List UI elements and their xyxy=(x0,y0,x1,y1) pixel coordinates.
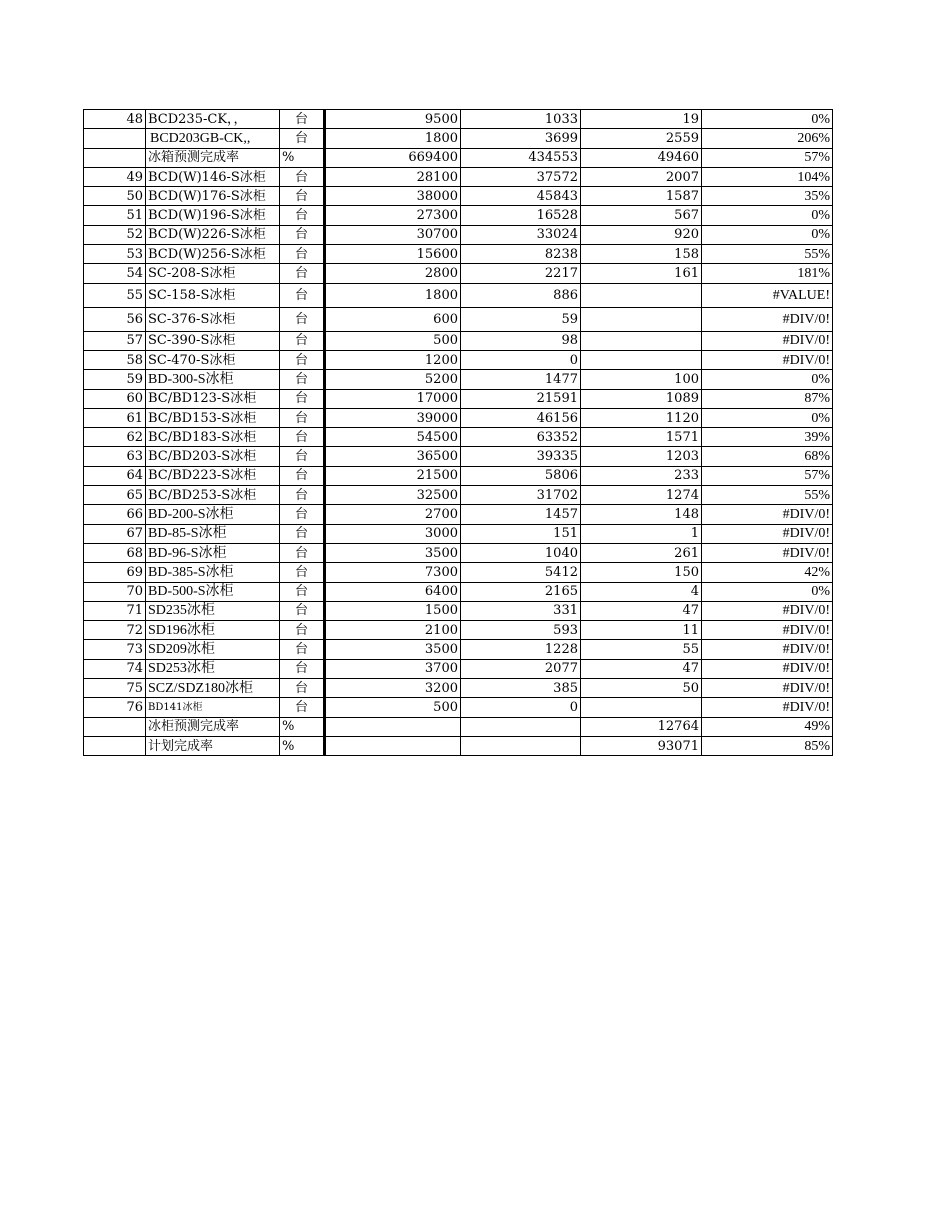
unit-cell: % xyxy=(280,717,325,736)
forecast-quantity-cell: 37572 xyxy=(461,167,581,186)
unit-cell: 台 xyxy=(280,167,325,186)
completion-rate-cell: 42% xyxy=(702,563,833,582)
forecast-quantity-cell: 21591 xyxy=(461,389,581,408)
forecast-quantity-cell: 46156 xyxy=(461,408,581,427)
plan-quantity-cell: 3200 xyxy=(325,679,461,698)
row-number-cell: 72 xyxy=(84,621,146,640)
table-row xyxy=(84,698,833,717)
actual-quantity-cell: 161 xyxy=(581,264,702,283)
row-number-cell: 63 xyxy=(84,447,146,466)
row-number-cell: 76 xyxy=(84,698,146,717)
row-number-cell: 56 xyxy=(84,307,146,331)
table-row xyxy=(84,264,833,283)
unit-cell: 台 xyxy=(280,187,325,206)
row-number-cell: 60 xyxy=(84,389,146,408)
unit-cell: 台 xyxy=(280,225,325,244)
model-name-cell: SC-390-S冰柜 xyxy=(146,331,280,350)
completion-rate-cell: 0% xyxy=(702,370,833,389)
table-row xyxy=(84,717,833,736)
table-row xyxy=(84,543,833,562)
table-row xyxy=(84,283,833,307)
forecast-quantity-cell: 434553 xyxy=(461,148,581,167)
completion-rate-cell: 49% xyxy=(702,717,833,736)
model-name-cell: SD196冰柜 xyxy=(146,621,280,640)
model-name-cell: BC/BD123-S冰柜 xyxy=(146,389,280,408)
actual-quantity-cell: 261 xyxy=(581,543,702,562)
actual-quantity-cell: 4 xyxy=(581,582,702,601)
unit-cell: 台 xyxy=(280,698,325,717)
row-number-cell: 65 xyxy=(84,486,146,505)
actual-quantity-cell: 1587 xyxy=(581,187,702,206)
plan-quantity-cell: 7300 xyxy=(325,563,461,582)
unit-cell: 台 xyxy=(280,621,325,640)
plan-quantity-cell: 600 xyxy=(325,307,461,331)
plan-quantity-cell: 3500 xyxy=(325,640,461,659)
completion-rate-cell: #DIV/0! xyxy=(702,331,833,350)
actual-quantity-cell: 2007 xyxy=(581,167,702,186)
model-name-cell: BD-85-S冰柜 xyxy=(146,524,280,543)
table-row xyxy=(84,148,833,167)
plan-quantity-cell: 2800 xyxy=(325,264,461,283)
row-number-cell: 75 xyxy=(84,679,146,698)
plan-quantity-cell: 17000 xyxy=(325,389,461,408)
forecast-quantity-cell: 1228 xyxy=(461,640,581,659)
actual-quantity-cell: 1120 xyxy=(581,408,702,427)
model-name-cell: BD-500-S冰柜 xyxy=(146,582,280,601)
actual-quantity-cell: 150 xyxy=(581,563,702,582)
actual-quantity-cell: 1 xyxy=(581,524,702,543)
forecast-quantity-cell: 5412 xyxy=(461,563,581,582)
unit-cell: 台 xyxy=(280,350,325,369)
actual-quantity-cell: 233 xyxy=(581,466,702,485)
unit-cell: 台 xyxy=(280,408,325,427)
model-name-cell: 冰箱预测完成率 xyxy=(146,148,280,167)
actual-quantity-cell: 50 xyxy=(581,679,702,698)
forecast-quantity-cell: 98 xyxy=(461,331,581,350)
row-number-cell: 52 xyxy=(84,225,146,244)
table-row xyxy=(84,389,833,408)
completion-rate-cell: 87% xyxy=(702,389,833,408)
forecast-quantity-cell: 2077 xyxy=(461,659,581,678)
table-row xyxy=(84,187,833,206)
unit-cell: 台 xyxy=(280,640,325,659)
unit-cell: 台 xyxy=(280,428,325,447)
unit-cell: 台 xyxy=(280,389,325,408)
plan-quantity-cell: 30700 xyxy=(325,225,461,244)
plan-quantity-cell: 3500 xyxy=(325,543,461,562)
row-number-cell: 70 xyxy=(84,582,146,601)
plan-quantity-cell: 3700 xyxy=(325,659,461,678)
unit-cell: 台 xyxy=(280,582,325,601)
row-number-cell: 51 xyxy=(84,206,146,225)
unit-cell: 台 xyxy=(280,129,325,148)
table-row xyxy=(84,621,833,640)
model-name-cell: 计划完成率 xyxy=(146,736,280,755)
plan-quantity-cell: 1500 xyxy=(325,601,461,620)
forecast-quantity-cell: 1033 xyxy=(461,110,581,129)
model-name-cell: BCD(W)256-S冰柜 xyxy=(146,245,280,264)
plan-quantity-cell: 28100 xyxy=(325,167,461,186)
completion-rate-cell: 181% xyxy=(702,264,833,283)
actual-quantity-cell: 1571 xyxy=(581,428,702,447)
table-row xyxy=(84,307,833,331)
row-number-cell xyxy=(84,717,146,736)
unit-cell: 台 xyxy=(280,601,325,620)
completion-rate-cell: 0% xyxy=(702,110,833,129)
table-row xyxy=(84,350,833,369)
forecast-quantity-cell: 45843 xyxy=(461,187,581,206)
model-name-cell: BCD(W)176-S冰柜 xyxy=(146,187,280,206)
row-number-cell: 61 xyxy=(84,408,146,427)
actual-quantity-cell: 100 xyxy=(581,370,702,389)
model-name-cell: 冰柜预测完成率 xyxy=(146,717,280,736)
model-name-cell: BC/BD253-S冰柜 xyxy=(146,486,280,505)
forecast-quantity-cell: 1477 xyxy=(461,370,581,389)
forecast-quantity-cell: 151 xyxy=(461,524,581,543)
model-name-cell: SD209冰柜 xyxy=(146,640,280,659)
row-number-cell: 48 xyxy=(84,110,146,129)
model-name-cell: SC-158-S冰柜 xyxy=(146,283,280,307)
plan-quantity-cell: 5200 xyxy=(325,370,461,389)
completion-rate-cell: 57% xyxy=(702,466,833,485)
completion-rate-cell: #DIV/0! xyxy=(702,698,833,717)
model-name-cell: BC/BD203-S冰柜 xyxy=(146,447,280,466)
model-name-cell: BCD203GB-CK,, xyxy=(146,129,280,148)
actual-quantity-cell: 1203 xyxy=(581,447,702,466)
forecast-quantity-cell: 2217 xyxy=(461,264,581,283)
row-number-cell: 74 xyxy=(84,659,146,678)
model-name-cell: SC-208-S冰柜 xyxy=(146,264,280,283)
model-name-cell: SD253冰柜 xyxy=(146,659,280,678)
plan-quantity-cell: 2100 xyxy=(325,621,461,640)
unit-cell: 台 xyxy=(280,307,325,331)
unit-cell: % xyxy=(280,148,325,167)
actual-quantity-cell: 1274 xyxy=(581,486,702,505)
table-row xyxy=(84,428,833,447)
completion-rate-cell: #DIV/0! xyxy=(702,601,833,620)
plan-quantity-cell: 6400 xyxy=(325,582,461,601)
row-number-cell: 66 xyxy=(84,505,146,524)
table-row xyxy=(84,601,833,620)
unit-cell: 台 xyxy=(280,245,325,264)
table-row xyxy=(84,129,833,148)
completion-rate-cell: #DIV/0! xyxy=(702,621,833,640)
table-row xyxy=(84,225,833,244)
plan-quantity-cell: 9500 xyxy=(325,110,461,129)
plan-quantity-cell: 54500 xyxy=(325,428,461,447)
plan-quantity-cell: 1200 xyxy=(325,350,461,369)
model-name-cell: BC/BD153-S冰柜 xyxy=(146,408,280,427)
row-number-cell: 57 xyxy=(84,331,146,350)
unit-cell: 台 xyxy=(280,505,325,524)
forecast-quantity-cell: 63352 xyxy=(461,428,581,447)
table-row xyxy=(84,206,833,225)
row-number-cell: 71 xyxy=(84,601,146,620)
unit-cell: 台 xyxy=(280,524,325,543)
model-name-cell: SC-470-S冰柜 xyxy=(146,350,280,369)
plan-quantity-cell: 669400 xyxy=(325,148,461,167)
model-name-cell: BD141冰柜 xyxy=(146,698,280,717)
plan-quantity-cell xyxy=(325,736,461,755)
completion-rate-cell: 55% xyxy=(702,486,833,505)
row-number-cell: 49 xyxy=(84,167,146,186)
plan-quantity-cell: 38000 xyxy=(325,187,461,206)
completion-rate-cell: 55% xyxy=(702,245,833,264)
model-name-cell: BCD(W)196-S冰柜 xyxy=(146,206,280,225)
table-row xyxy=(84,110,833,129)
plan-quantity-cell: 1800 xyxy=(325,129,461,148)
table-row xyxy=(84,582,833,601)
forecast-quantity-cell: 385 xyxy=(461,679,581,698)
actual-quantity-cell: 93071 xyxy=(581,736,702,755)
table-row xyxy=(84,486,833,505)
actual-quantity-cell: 19 xyxy=(581,110,702,129)
unit-cell: 台 xyxy=(280,563,325,582)
actual-quantity-cell: 148 xyxy=(581,505,702,524)
table-row xyxy=(84,167,833,186)
unit-cell: 台 xyxy=(280,264,325,283)
completion-rate-cell: 0% xyxy=(702,582,833,601)
row-number-cell: 50 xyxy=(84,187,146,206)
forecast-quantity-cell: 2165 xyxy=(461,582,581,601)
plan-quantity-cell: 15600 xyxy=(325,245,461,264)
model-name-cell: BCD(W)146-S冰柜 xyxy=(146,167,280,186)
model-name-cell: BCD(W)226-S冰柜 xyxy=(146,225,280,244)
plan-quantity-cell: 500 xyxy=(325,698,461,717)
forecast-quantity-cell xyxy=(461,717,581,736)
spreadsheet-table xyxy=(83,109,833,756)
forecast-quantity-cell: 5806 xyxy=(461,466,581,485)
forecast-quantity-cell: 331 xyxy=(461,601,581,620)
row-number-cell: 64 xyxy=(84,466,146,485)
row-number-cell: 55 xyxy=(84,283,146,307)
unit-cell: 台 xyxy=(280,283,325,307)
unit-cell: 台 xyxy=(280,206,325,225)
forecast-quantity-cell: 3699 xyxy=(461,129,581,148)
model-name-cell: BC/BD223-S冰柜 xyxy=(146,466,280,485)
completion-rate-cell: #DIV/0! xyxy=(702,524,833,543)
completion-rate-cell: 0% xyxy=(702,225,833,244)
completion-rate-cell: #DIV/0! xyxy=(702,505,833,524)
actual-quantity-cell: 2559 xyxy=(581,129,702,148)
model-name-cell: SD235冰柜 xyxy=(146,601,280,620)
model-name-cell: BD-200-S冰柜 xyxy=(146,505,280,524)
table-row xyxy=(84,245,833,264)
forecast-quantity-cell: 0 xyxy=(461,698,581,717)
actual-quantity-cell xyxy=(581,331,702,350)
plan-quantity-cell: 36500 xyxy=(325,447,461,466)
unit-cell: 台 xyxy=(280,543,325,562)
forecast-quantity-cell: 39335 xyxy=(461,447,581,466)
actual-quantity-cell: 1089 xyxy=(581,389,702,408)
plan-quantity-cell: 21500 xyxy=(325,466,461,485)
plan-quantity-cell xyxy=(325,717,461,736)
unit-cell: 台 xyxy=(280,486,325,505)
forecast-quantity-cell: 33024 xyxy=(461,225,581,244)
unit-cell: 台 xyxy=(280,331,325,350)
forecast-quantity-cell: 593 xyxy=(461,621,581,640)
forecast-quantity-cell: 1040 xyxy=(461,543,581,562)
forecast-quantity-cell: 1457 xyxy=(461,505,581,524)
completion-rate-cell: #DIV/0! xyxy=(702,679,833,698)
plan-quantity-cell: 2700 xyxy=(325,505,461,524)
row-number-cell: 69 xyxy=(84,563,146,582)
forecast-quantity-cell: 0 xyxy=(461,350,581,369)
row-number-cell xyxy=(84,129,146,148)
model-name-cell: SCZ/SDZ180冰柜 xyxy=(146,679,280,698)
completion-rate-cell: #DIV/0! xyxy=(702,307,833,331)
forecast-quantity-cell xyxy=(461,736,581,755)
table-row xyxy=(84,505,833,524)
forecast-quantity-cell: 31702 xyxy=(461,486,581,505)
row-number-cell: 53 xyxy=(84,245,146,264)
model-name-cell: BD-96-S冰柜 xyxy=(146,543,280,562)
completion-rate-cell: 85% xyxy=(702,736,833,755)
completion-rate-cell: 57% xyxy=(702,148,833,167)
unit-cell: % xyxy=(280,736,325,755)
row-number-cell: 67 xyxy=(84,524,146,543)
completion-rate-cell: 104% xyxy=(702,167,833,186)
actual-quantity-cell: 567 xyxy=(581,206,702,225)
completion-rate-cell: #DIV/0! xyxy=(702,543,833,562)
row-number-cell: 62 xyxy=(84,428,146,447)
forecast-quantity-cell: 16528 xyxy=(461,206,581,225)
actual-quantity-cell: 47 xyxy=(581,601,702,620)
plan-quantity-cell: 39000 xyxy=(325,408,461,427)
table-row xyxy=(84,466,833,485)
table-row xyxy=(84,524,833,543)
row-number-cell: 58 xyxy=(84,350,146,369)
unit-cell: 台 xyxy=(280,466,325,485)
completion-rate-cell: 0% xyxy=(702,206,833,225)
unit-cell: 台 xyxy=(280,447,325,466)
actual-quantity-cell: 47 xyxy=(581,659,702,678)
row-number-cell: 73 xyxy=(84,640,146,659)
completion-rate-cell: 68% xyxy=(702,447,833,466)
table-row xyxy=(84,331,833,350)
row-number-cell: 59 xyxy=(84,370,146,389)
completion-rate-cell: 39% xyxy=(702,428,833,447)
completion-rate-cell: 206% xyxy=(702,129,833,148)
completion-rate-cell: 35% xyxy=(702,187,833,206)
actual-quantity-cell xyxy=(581,307,702,331)
completion-rate-cell: #DIV/0! xyxy=(702,659,833,678)
row-number-cell: 54 xyxy=(84,264,146,283)
table-row xyxy=(84,563,833,582)
model-name-cell: SC-376-S冰柜 xyxy=(146,307,280,331)
row-number-cell: 68 xyxy=(84,543,146,562)
unit-cell: 台 xyxy=(280,679,325,698)
table-body xyxy=(84,110,833,756)
row-number-cell xyxy=(84,148,146,167)
completion-rate-cell: #DIV/0! xyxy=(702,640,833,659)
model-name-cell: BD-300-S冰柜 xyxy=(146,370,280,389)
actual-quantity-cell: 11 xyxy=(581,621,702,640)
table-row xyxy=(84,640,833,659)
completion-rate-cell: #DIV/0! xyxy=(702,350,833,369)
table-row xyxy=(84,736,833,755)
actual-quantity-cell: 158 xyxy=(581,245,702,264)
plan-quantity-cell: 500 xyxy=(325,331,461,350)
actual-quantity-cell: 55 xyxy=(581,640,702,659)
table-row xyxy=(84,447,833,466)
actual-quantity-cell: 49460 xyxy=(581,148,702,167)
plan-quantity-cell: 3000 xyxy=(325,524,461,543)
forecast-quantity-cell: 59 xyxy=(461,307,581,331)
table-row xyxy=(84,408,833,427)
unit-cell: 台 xyxy=(280,370,325,389)
table-row xyxy=(84,370,833,389)
row-number-cell xyxy=(84,736,146,755)
forecast-quantity-cell: 8238 xyxy=(461,245,581,264)
actual-quantity-cell: 920 xyxy=(581,225,702,244)
plan-quantity-cell: 27300 xyxy=(325,206,461,225)
actual-quantity-cell xyxy=(581,350,702,369)
table-row xyxy=(84,679,833,698)
model-name-cell: BCD235-CK，， xyxy=(146,110,280,129)
plan-quantity-cell: 32500 xyxy=(325,486,461,505)
unit-cell: 台 xyxy=(280,110,325,129)
table-row xyxy=(84,659,833,678)
forecast-quantity-cell: 886 xyxy=(461,283,581,307)
plan-quantity-cell: 1800 xyxy=(325,283,461,307)
model-name-cell: BC/BD183-S冰柜 xyxy=(146,428,280,447)
completion-rate-cell: #VALUE! xyxy=(702,283,833,307)
actual-quantity-cell xyxy=(581,698,702,717)
actual-quantity-cell: 12764 xyxy=(581,717,702,736)
model-name-cell: BD-385-S冰柜 xyxy=(146,563,280,582)
unit-cell: 台 xyxy=(280,659,325,678)
completion-rate-cell: 0% xyxy=(702,408,833,427)
actual-quantity-cell xyxy=(581,283,702,307)
